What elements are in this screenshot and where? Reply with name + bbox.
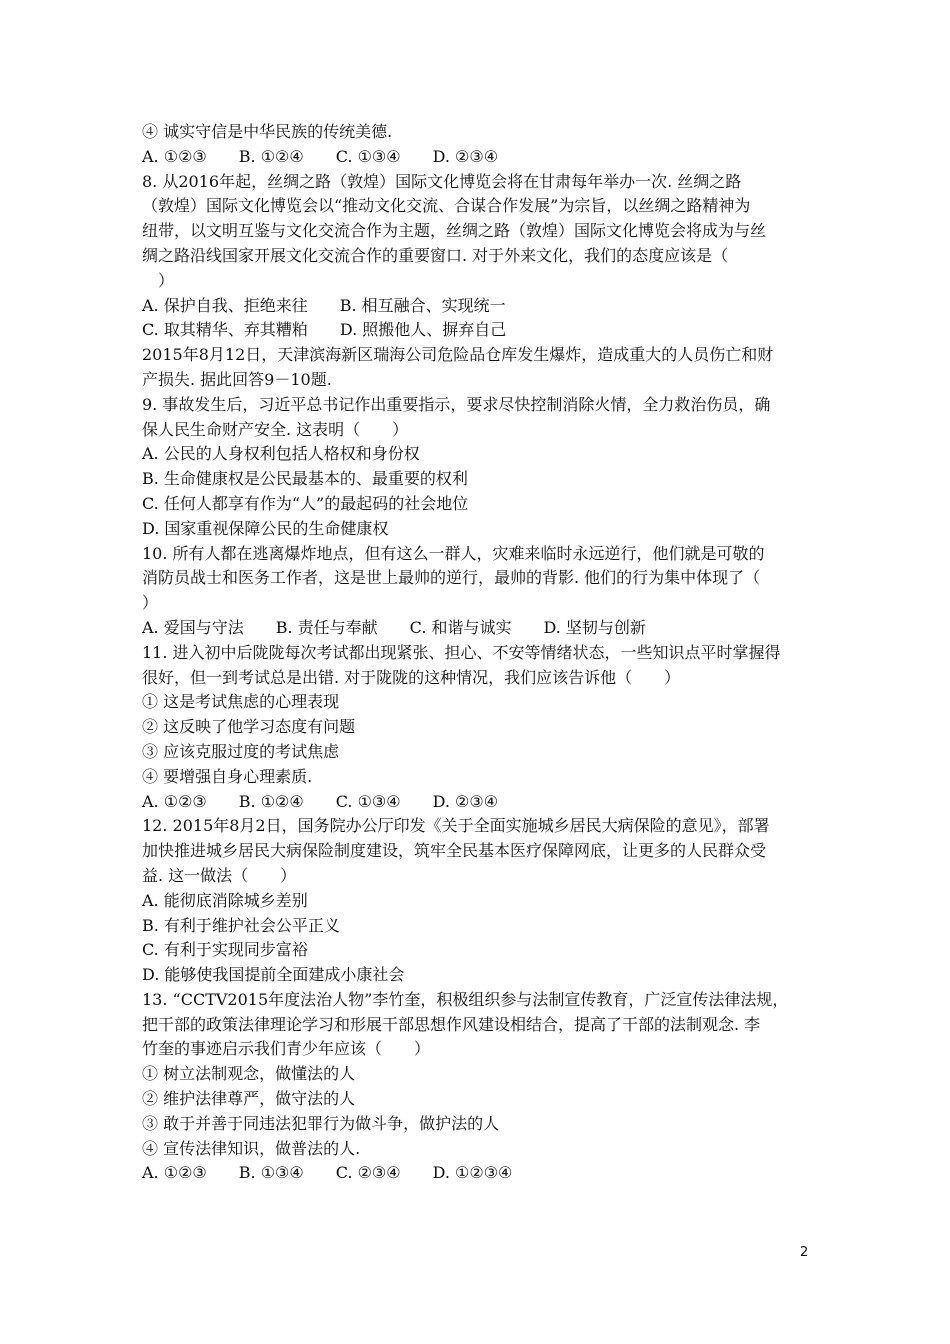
text-line: 加快推进城乡居民大病保险制度建设，筑牢全民基本医疗保障网底，让更多的人民群众受 [142, 841, 767, 861]
page-content [142, 120, 812, 1186]
text-line: ③ 应该克服过度的考试焦虑 [142, 741, 340, 761]
text-line: 保人民生命财产安全. 这表明（ ） [142, 419, 409, 439]
text-line: ② 这反映了他学习态度有问题 [142, 717, 356, 737]
text-line: 12. 2015年8月2日，国务院办公厅印发《关于全面实施城乡居民大病保险的意见》，部署 [142, 816, 770, 836]
text-line: ④ 宣传法律知识，做普法的人. [142, 1138, 361, 1158]
text-line: ② 维护法律尊严，做守法的人 [142, 1089, 356, 1109]
text-line: 9. 事故发生后，习近平总书记作出重要指示，要求尽快控制消除火情，全力救治伤员，确 [142, 394, 771, 414]
text-line: 竹奎的事迹启示我们青少年应该（ ） [142, 1039, 431, 1059]
text-line: C. 有利于实现同步富裕 [142, 940, 308, 960]
text-line: A. 爱国与守法 B. 责任与奉献 C. 和谐与诚实 D. 坚韧与创新 [142, 617, 646, 637]
text-line: ④ 诚实守信是中华民族的传统美德. [142, 122, 393, 141]
text-line: ④ 要增强自身心理素质. [142, 766, 313, 786]
text-line: A. 公民的人身权利包括人格权和身份权 [142, 444, 420, 464]
text-line: （敦煌）国际文化博览会以“推动文化交流、合谋合作发展”为宗旨，以丝绸之路精神为 [142, 196, 751, 216]
text-line: ） [142, 593, 159, 613]
text-line: 绸之路沿线国家开展文化交流合作的重要窗口. 对于外来文化，我们的态度应该是（ [142, 245, 729, 265]
text-line: 11. 进入初中后陇陇每次考试都出现紧张、担心、不安等情绪状态，一些知识点平时掌握得 [142, 642, 781, 662]
text-line: 2015年8月12日，天津滨海新区瑞海公司危险品仓库发生爆炸，造成重大的人员伤亡和财 [142, 345, 774, 365]
text-line: C. 取其精华、弃其糟粕 D. 照搬他人、摒弃自己 [142, 320, 507, 340]
text-line: 8. 从2016年起，丝绸之路（敦煌）国际文化博览会将在甘肃每年举办一次. 丝绸之路 [142, 171, 742, 191]
text-line: 13. “CCTV2015年度法治人物”李竹奎，积极组织参与法制宣传教育，广泛宣传法律法规， [142, 989, 789, 1009]
text-line: A. ①②③ B. ①②④ C. ①③④ D. ②③④ [142, 791, 499, 811]
text-line: 产损失. 据此回答9－10题. [142, 369, 332, 389]
text-line: 把干部的政策法律理论学习和形展干部思想作风建设相结合，提高了干部的法制观念. 李 [142, 1014, 761, 1034]
text-line: A. ①②③ B. ①②④ C. ①③④ D. ②③④ [142, 146, 499, 166]
text-line: D. 能够使我国提前全面建成小康社会 [142, 965, 405, 985]
text-line: B. 有利于维护社会公平正义 [142, 915, 340, 935]
text-line: 很好，但一到考试总是出错. 对于陇陇的这种情况，我们应该告诉他（ ） [142, 667, 681, 687]
text-line: 益. 这一做法（ ） [142, 865, 297, 885]
text-line: 10. 所有人都在逃离爆炸地点，但有这么一群人，灾难来临时永远逆行，他们就是可敬的 [142, 543, 765, 563]
text-line: 消防员战士和医务工作者，这是世上最帅的逆行，最帅的背影. 他们的行为集中体现了（ [142, 568, 761, 588]
text-line: D. 国家重视保障公民的生命健康权 [142, 518, 389, 538]
text-line: A. 保护自我、拒绝来往 B. 相互融合、实现统一 [142, 295, 506, 315]
text-line: ① 树立法制观念，做懂法的人 [142, 1064, 356, 1084]
text-line: 纽带，以文明互鉴与文化交流合作为主题，丝绸之路（敦煌）国际文化博览会将成为与丝 [142, 221, 767, 241]
text-line: A. 能彻底消除城乡差别 [142, 890, 308, 910]
text-line: B. 生命健康权是公民最基本的、最重要的权利 [142, 469, 468, 489]
page-number: 2 [800, 1245, 809, 1260]
text-line: A. ①②③ B. ①③④ C. ②③④ D. ①②③④ [142, 1163, 513, 1183]
text-line: C. 任何人都享有作为“人”的最起码的社会地位 [142, 493, 469, 513]
text-line: ③ 敢于并善于同违法犯罪行为做斗争，做护法的人 [142, 1113, 500, 1133]
text-line: ） [142, 270, 175, 290]
text-line: ① 这是考试焦虑的心理表现 [142, 692, 340, 712]
